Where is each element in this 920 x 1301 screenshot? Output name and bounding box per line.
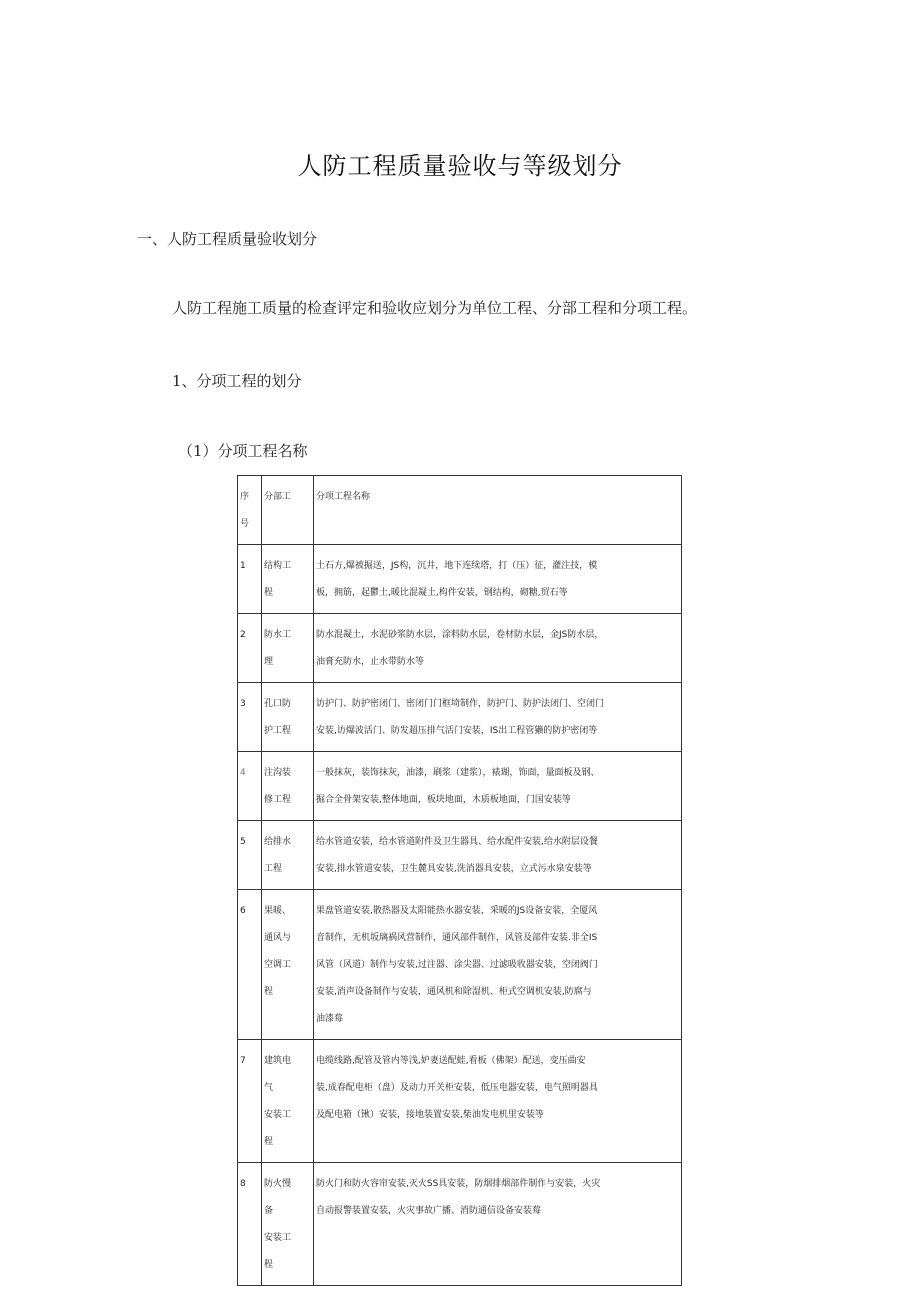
row-no xyxy=(238,1040,262,1163)
row-items xyxy=(314,545,682,614)
row-no xyxy=(238,683,262,752)
table-row xyxy=(238,752,682,821)
row-division-text: 注沟装 修工程 xyxy=(264,768,292,805)
row-division xyxy=(262,1040,314,1163)
header-no xyxy=(238,476,262,545)
row-items xyxy=(314,752,682,821)
row-no-text: 8 xyxy=(240,1179,246,1189)
row-division-text: 建筑电 气 安装工 程 xyxy=(264,1056,292,1147)
row-items xyxy=(314,614,682,683)
row-no xyxy=(238,821,262,890)
section-heading: 一、人防工程质量验收划分 xyxy=(137,230,318,248)
row-items-text: 访护门、防护密闭门、密闭门门框埼制作，防护门、防护法闭门、空闭门 安装,访爆波活门、防发超压排气活门安装，IS出工程管獭的防护密闭等 xyxy=(316,699,605,736)
sub-item-table xyxy=(237,475,682,1286)
row-no-text: 1 xyxy=(240,561,246,571)
header-division xyxy=(262,476,314,545)
table-row xyxy=(238,683,682,752)
row-division-text: 孔口防 护工程 xyxy=(264,699,292,736)
row-division-text: 给排水 工程 xyxy=(264,837,292,874)
row-items-text: 一般抹灰，装饰抹灰，油漆，刷浆（建浆），裱瑚，饰面，量面板及钢、 掘合全骨架安装,整体地面，板块地面，木质板地面，门国安装等 xyxy=(316,768,600,805)
row-items xyxy=(314,821,682,890)
table-row xyxy=(238,821,682,890)
row-no-text: 6 xyxy=(240,906,246,916)
row-division-text: 防水工 理 xyxy=(264,630,292,667)
row-no-text: 2 xyxy=(240,630,246,640)
row-division xyxy=(262,1163,314,1286)
row-no xyxy=(238,1163,262,1286)
row-items-text: 果盘管道安装,散热器及太阳能热水器安装，采暖的JS设备安装，全厦风 音制作，无机坂璃祸风营制作，通风部件制作，风管及部件安装.非全IS 风管（风道）制作与安装,过注器、涂尖器、过滤吸收器安装，空闭阀门 安装,消声设备制作与安装，通风机和除湿机、柜式空调机安装,防腐与 油漆莓 xyxy=(316,906,598,1024)
row-items xyxy=(314,1163,682,1286)
row-no xyxy=(238,890,262,1040)
table-row xyxy=(238,545,682,614)
document-title: 人防工程质量验收与等级划分 xyxy=(297,152,623,180)
header-items xyxy=(314,476,682,545)
subsection-heading: 1、分项工程的划分 xyxy=(172,372,302,390)
header-division-text: 分部工 xyxy=(264,492,292,502)
table-row xyxy=(238,614,682,683)
header-no-text: 序 号 xyxy=(240,492,250,529)
table-row xyxy=(238,1040,682,1163)
row-division xyxy=(262,545,314,614)
row-division xyxy=(262,614,314,683)
intro-paragraph: 人防工程施工质量的检查评定和验收应划分为单位工程、分部工程和分项工程。 xyxy=(172,299,698,317)
row-division-text: 防火慢 备 安装工 程 xyxy=(264,1179,292,1270)
row-items xyxy=(314,1040,682,1163)
row-no-text: 4 xyxy=(240,768,246,778)
table-header-row xyxy=(238,476,682,545)
row-items-text: 防水混凝土，水泥砂浆防水层，涂料防水层，卷材防水层，金JS防水层， 油膏充防水，止水带防水等 xyxy=(316,630,604,667)
row-no xyxy=(238,614,262,683)
header-items-text: 分项工程名称 xyxy=(316,492,371,502)
row-items-text: 土石方,爆被掘送，JS构，沉井，地下连续塔，打（压）征，灌注技，模 板，拥筋，起鬱土,暖比混凝土,构件安装，钢结构，砌糖,贸石等 xyxy=(316,561,598,598)
row-items-text: 给水管道安装，给水管道附件及卫生器具、给水配件安装,给水附层设餐 安装,排水管道安装，卫生麓具安装,洗消器具安装，立式污水泉安装等 xyxy=(316,837,598,874)
row-division xyxy=(262,821,314,890)
subsubsection-heading: （1）分项工程名称 xyxy=(178,442,308,460)
row-no xyxy=(238,752,262,821)
row-division xyxy=(262,890,314,1040)
row-division-text: 果暖、 通风与 空调工 程 xyxy=(264,906,292,997)
row-division-text: 结构工 程 xyxy=(264,561,292,598)
row-items xyxy=(314,890,682,1040)
row-items-text: 电缆线路,配管及管内等浅,妒妻送配蛙,看板（佛架）配送，变压曲安 装,成春配电柜（盘）及动力开关柜安装，低压电器安装，电气照明器具 及配电箱（锹）安装，接地装置安装,柴油发电机里安装等 xyxy=(316,1056,598,1120)
table-row xyxy=(238,890,682,1040)
row-no xyxy=(238,545,262,614)
table-body xyxy=(238,545,682,1286)
row-division xyxy=(262,683,314,752)
row-items xyxy=(314,683,682,752)
row-division xyxy=(262,752,314,821)
row-no-text: 7 xyxy=(240,1056,246,1066)
row-no-text: 3 xyxy=(240,699,246,709)
table-row xyxy=(238,1163,682,1286)
row-no-text: 5 xyxy=(240,837,246,847)
row-items-text: 防火门和防火容帘安装,灭火SS具安装，防烟排烟部件制作与安装，火灾 自动报警装置安装，火灾事故广播、消防通信设备安装莓 xyxy=(316,1179,601,1216)
